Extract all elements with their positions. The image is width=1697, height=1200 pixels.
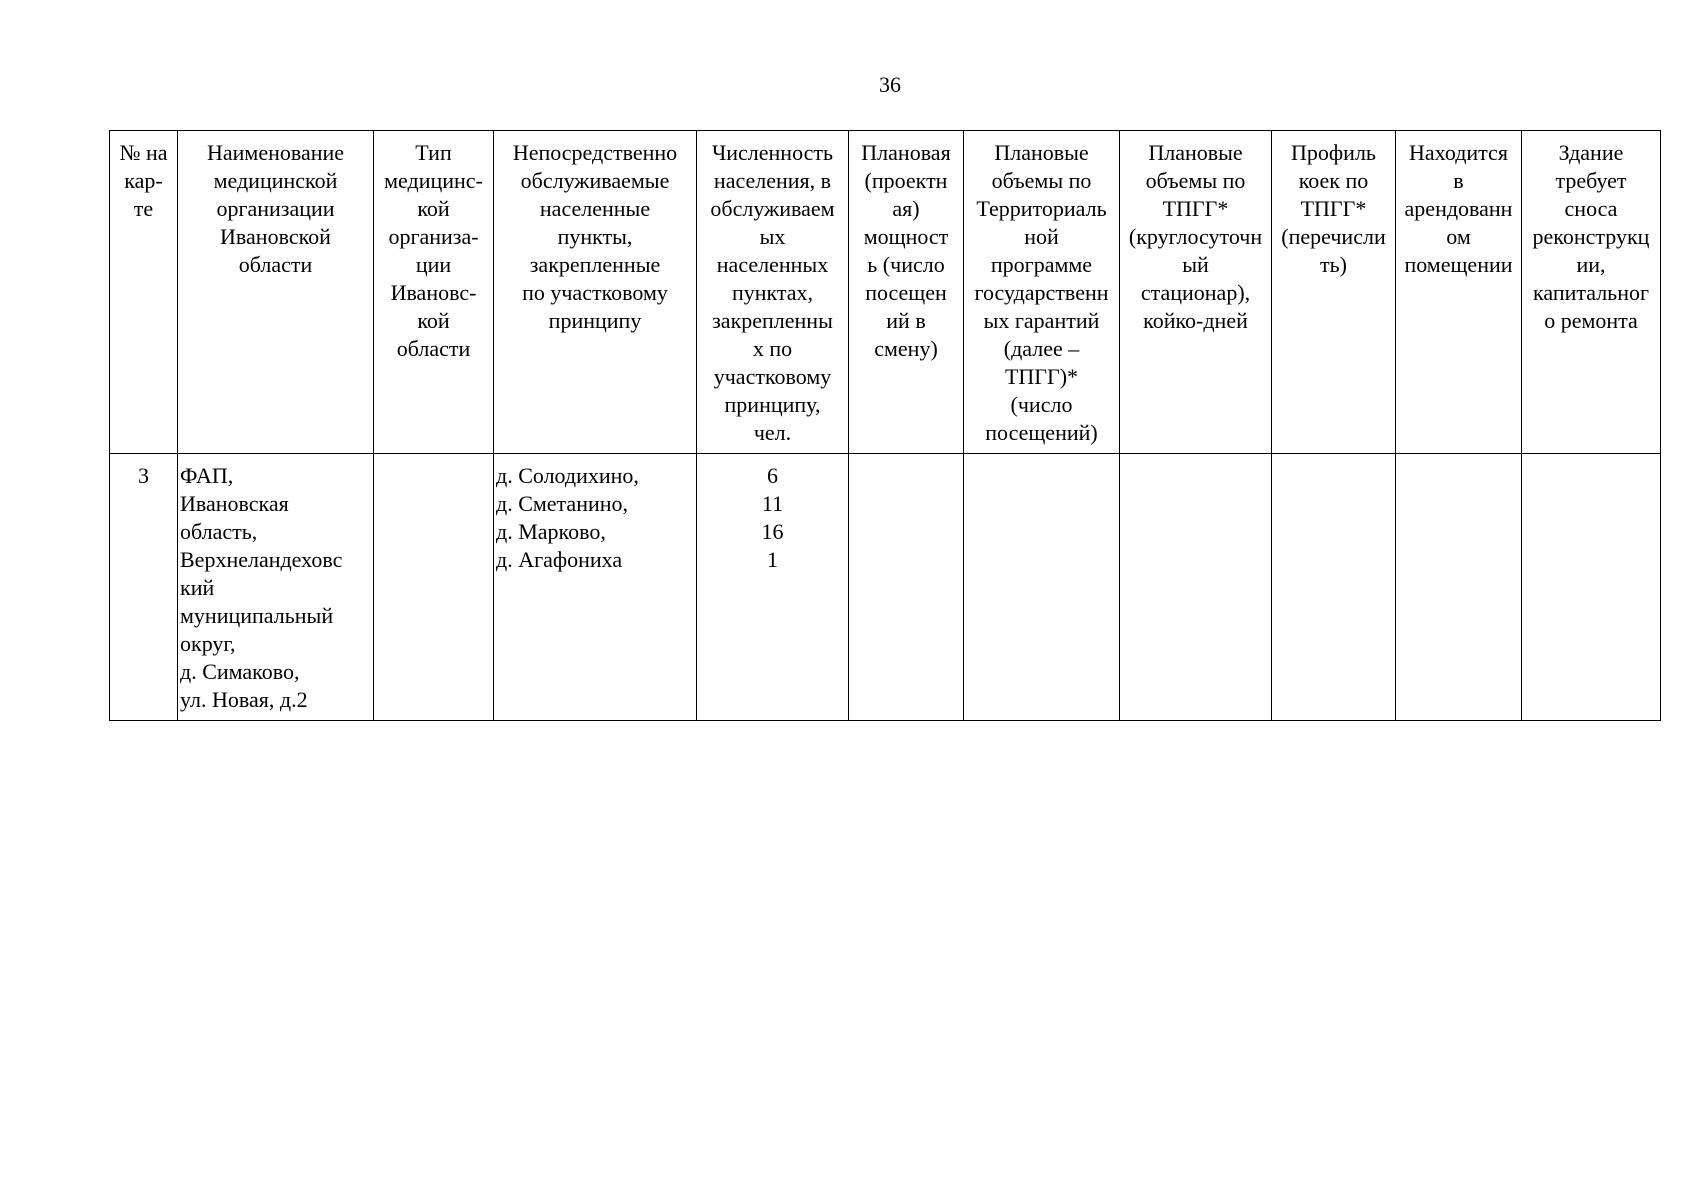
header-line: ь (число bbox=[867, 252, 945, 277]
header-bed-profile bbox=[1272, 131, 1396, 454]
header-line: посещений) bbox=[985, 420, 1098, 445]
cell-planned-capacity bbox=[849, 454, 964, 721]
header-line: (число bbox=[1010, 392, 1073, 417]
header-line: пункты, bbox=[557, 224, 633, 249]
header-line: Ивановской bbox=[220, 224, 331, 249]
header-line: Непосредственно bbox=[512, 140, 678, 165]
header-line: смену) bbox=[874, 336, 938, 361]
header-line: ый bbox=[1182, 252, 1209, 277]
cell-line: д. Сметанино, bbox=[496, 491, 629, 516]
header-line: мощност bbox=[863, 224, 949, 249]
header-line: (проектн bbox=[864, 168, 948, 193]
header-line: стационар), bbox=[1140, 280, 1251, 305]
cell-line: 16 bbox=[761, 519, 784, 544]
cell-line: д. Агафониха bbox=[496, 547, 623, 572]
header-line: требует bbox=[1555, 168, 1627, 193]
cell-line: кий bbox=[180, 575, 215, 600]
cell-organization-name bbox=[178, 454, 374, 721]
cell-organization-type bbox=[374, 454, 494, 721]
cell-line: д. Солодихино, bbox=[496, 463, 639, 488]
header-line: пунктах, bbox=[731, 280, 814, 305]
header-line: Территориаль bbox=[976, 196, 1107, 221]
header-planned-visits bbox=[964, 131, 1120, 454]
header-organization-name bbox=[178, 131, 374, 454]
cell-line: ул. Новая, д.2 bbox=[180, 687, 308, 712]
header-line: койко-дней bbox=[1143, 308, 1248, 333]
header-line: Находится bbox=[1409, 140, 1508, 165]
cell-line: область, bbox=[180, 519, 258, 544]
header-line: х по bbox=[752, 336, 793, 361]
header-line: населения, в bbox=[713, 168, 832, 193]
header-line: Плановая bbox=[861, 140, 951, 165]
header-line: принципу, bbox=[724, 392, 821, 417]
cell-bed-profile bbox=[1272, 454, 1396, 721]
header-line: Профиль bbox=[1291, 140, 1376, 165]
cell-line: д. Марково, bbox=[496, 519, 606, 544]
header-line: принципу bbox=[548, 308, 642, 333]
header-line: Ивановс- bbox=[390, 280, 477, 305]
header-line: по участковому bbox=[522, 280, 668, 305]
header-line: кой bbox=[417, 308, 450, 333]
header-planned-capacity bbox=[849, 131, 964, 454]
cell-line: 11 bbox=[761, 491, 784, 516]
header-line: программе bbox=[990, 252, 1093, 277]
header-line: организа- bbox=[388, 224, 479, 249]
table-row bbox=[110, 454, 1661, 721]
cell-line: 1 bbox=[767, 547, 778, 572]
cell-line: Верхнеландеховс bbox=[180, 547, 343, 572]
header-line: ий в bbox=[886, 308, 926, 333]
header-line: чел. bbox=[753, 420, 792, 445]
header-line: кар- bbox=[124, 168, 163, 193]
header-line: Плановые bbox=[1148, 140, 1243, 165]
cell-served-settlements bbox=[494, 454, 697, 721]
header-line: обслуживаем bbox=[710, 196, 835, 221]
header-population bbox=[697, 131, 849, 454]
cell-map-number: 3 bbox=[110, 454, 178, 721]
header-line: ной bbox=[1024, 224, 1059, 249]
header-line: участковому bbox=[713, 364, 832, 389]
table-header-row bbox=[110, 131, 1661, 454]
header-line: медицинс- bbox=[384, 168, 483, 193]
header-line: в bbox=[1453, 168, 1464, 193]
header-line: ть) bbox=[1320, 252, 1347, 277]
header-line: ых гарантий bbox=[983, 308, 1100, 333]
header-line: Здание bbox=[1558, 140, 1624, 165]
header-line: помещении bbox=[1404, 252, 1513, 277]
header-line: области bbox=[238, 252, 313, 277]
header-line: (перечисли bbox=[1281, 224, 1386, 249]
header-map-number bbox=[110, 131, 178, 454]
header-line: (круглосуточн bbox=[1128, 224, 1263, 249]
page-number: 36 bbox=[879, 72, 901, 97]
header-line: ом bbox=[1446, 224, 1471, 249]
header-line: государственн bbox=[974, 280, 1109, 305]
header-line: № на bbox=[119, 140, 168, 165]
header-rented-premises bbox=[1396, 131, 1522, 454]
header-line: ТПГГ* bbox=[1162, 196, 1229, 221]
cell-line: Ивановская bbox=[180, 491, 289, 516]
header-line: области bbox=[396, 336, 471, 361]
header-line: медицинской bbox=[213, 168, 338, 193]
header-line: ТПГГ* bbox=[1300, 196, 1367, 221]
header-line: арендованн bbox=[1404, 196, 1513, 221]
header-line: Наименование bbox=[206, 140, 345, 165]
header-line: ТПГГ)* bbox=[1004, 364, 1079, 389]
facilities-table bbox=[109, 130, 1661, 721]
header-line: о ремонта bbox=[1544, 308, 1638, 333]
cell-line: 6 bbox=[767, 463, 778, 488]
header-line: ая) bbox=[892, 196, 920, 221]
header-line: организации bbox=[216, 196, 335, 221]
cell-line: округ, bbox=[180, 631, 236, 656]
header-line: (далее – bbox=[1003, 336, 1080, 361]
header-line: объемы по bbox=[1145, 168, 1246, 193]
header-line: реконструкц bbox=[1532, 224, 1650, 249]
header-line: обслуживаемые bbox=[520, 168, 670, 193]
header-line: Тип bbox=[415, 140, 452, 165]
header-planned-bed-days bbox=[1120, 131, 1272, 454]
header-line: кой bbox=[417, 196, 450, 221]
header-line: Численность bbox=[711, 140, 834, 165]
header-served-settlements bbox=[494, 131, 697, 454]
header-line: ции bbox=[415, 252, 452, 277]
header-line: коек по bbox=[1298, 168, 1369, 193]
header-line: ии, bbox=[1576, 252, 1606, 277]
header-line: населенные bbox=[539, 196, 651, 221]
header-organization-type bbox=[374, 131, 494, 454]
header-line: населенных bbox=[716, 252, 829, 277]
cell-line: ФАП, bbox=[180, 463, 234, 488]
header-line: те bbox=[133, 196, 154, 221]
header-line: объемы по bbox=[991, 168, 1092, 193]
cell-planned-bed-days bbox=[1120, 454, 1272, 721]
cell-population bbox=[697, 454, 849, 721]
header-line: сноса bbox=[1564, 196, 1618, 221]
header-line: ых bbox=[759, 224, 786, 249]
cell-building-status bbox=[1522, 454, 1661, 721]
header-line: закрепленные bbox=[529, 252, 661, 277]
cell-rented-premises bbox=[1396, 454, 1522, 721]
cell-line: д. Симаково, bbox=[180, 659, 300, 684]
header-line: закрепленны bbox=[712, 308, 833, 333]
header-line: посещен bbox=[865, 280, 947, 305]
cell-line: муниципальный bbox=[180, 603, 334, 628]
header-line: капитальног bbox=[1532, 280, 1650, 305]
cell-planned-visits bbox=[964, 454, 1120, 721]
header-line: Плановые bbox=[994, 140, 1089, 165]
header-building-status bbox=[1522, 131, 1661, 454]
